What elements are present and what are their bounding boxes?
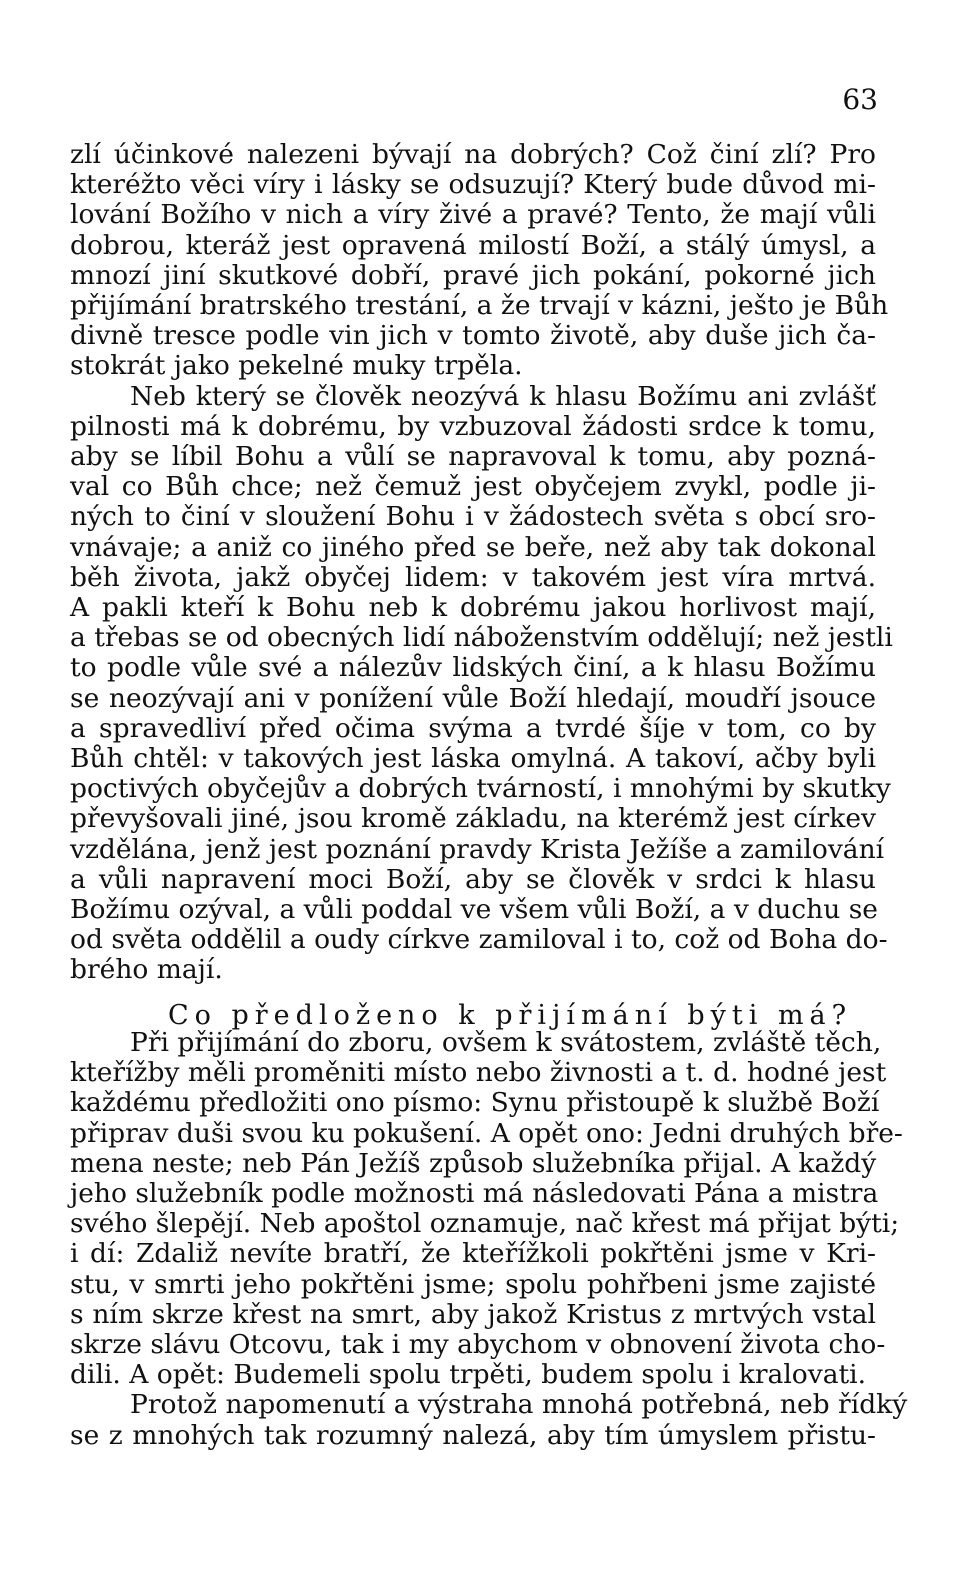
paragraph-2 bbox=[70, 380, 893, 986]
text-line: mnozí jiní skutkové dobří, pravé jich pokání, pokorné jich bbox=[70, 259, 876, 291]
text-line: zlí účinkové nalezeni bývají na dobrých? Což činí zlí? Pro bbox=[70, 139, 876, 170]
page-number: 63 bbox=[842, 83, 878, 116]
text-line: mena neste; neb Pán Ježíš způsob služebníka přijal. A každý bbox=[70, 1147, 877, 1179]
text-line: aby se líbil Bohu a vůlí se napravoval k tomu, aby pozná- bbox=[70, 441, 876, 473]
text-line: Protož napomenutí a výstraha mnohá potřebná, neb řídký bbox=[130, 1389, 908, 1421]
section-heading: Co předloženo k přijímání býti má? bbox=[168, 1000, 853, 1031]
text-line: a spravedliví před očima svýma a tvrdé šíje v tom, co by bbox=[70, 712, 876, 744]
text-line: kteřížby měli proměniti místo nebo živnosti a t. d. hodné jest bbox=[70, 1057, 887, 1089]
text-line: Neb který se člověk neozývá k hlasu Božímu ani zvlášť bbox=[130, 380, 876, 412]
text-line: jeho služebník podle možnosti má následovati Pána a mistra bbox=[70, 1178, 879, 1210]
text-line: Při přijímání do zboru, ovšem k svátostem, zvláště těch, bbox=[130, 1027, 882, 1058]
text-line: skrze slávu Otcovu, tak i my abychom v obnovení života cho- bbox=[70, 1329, 886, 1361]
text-line: lování Božího v nich a víry živé a pravé? Tento, že mají vůli bbox=[70, 199, 876, 231]
body-text-section-2 bbox=[70, 1027, 908, 1451]
text-line: to podle vůle své a nálezův lidských činí, a k hlasu Božímu bbox=[70, 652, 876, 684]
text-line: kteréžto věci víry i lásky se odsuzují? Který bude důvod mi- bbox=[70, 169, 876, 201]
text-line: vnávaje; a aniž co jiného před se beře, než aby tak dokonal bbox=[70, 531, 876, 563]
text-line: od světa oddělil a oudy církve zamiloval i to, což od Boha do- bbox=[70, 924, 888, 956]
text-line: brého mají. bbox=[70, 954, 223, 986]
text-line: divně tresce podle vin jich v tomto životě, aby duše jich ča- bbox=[70, 320, 876, 352]
text-line: dobrou, kteráž jest opravená milostí Boží, a stálý úmysl, a bbox=[70, 229, 876, 261]
text-line: Bůh chtěl: v takových jest láska omylná. A takoví, ačby byli bbox=[70, 743, 876, 775]
text-line: každému předložiti ono písmo: Synu přistoupě k službě Boží bbox=[70, 1087, 880, 1119]
text-line: pilnosti má k dobrému, by vzbuzoval žádosti srdce k tomu, bbox=[70, 410, 876, 442]
text-line: připrav duši svou ku pokušení. A opět ono: Jedni druhých bře- bbox=[70, 1117, 903, 1149]
text-line: A pakli kteří k Bohu neb k dobrému jakou horlivost mají, bbox=[70, 592, 876, 624]
paragraph-1 bbox=[70, 139, 889, 382]
text-line: a třebas se od obecných lidí náboženstvím oddělují; než jestli bbox=[70, 622, 893, 654]
body-text-section-1 bbox=[70, 139, 893, 986]
text-line: ných to činí v sloužení Bohu i v žádostech světa s obcí sro- bbox=[70, 501, 876, 533]
text-line: stokrát jako pekelné muky trpěla. bbox=[70, 350, 523, 382]
text-line: svého šlepějí. Neb apoštol oznamuje, nač křest má přijat býti; bbox=[70, 1208, 900, 1240]
text-line: i dí: Zdaliž nevíte bratří, že kteřížkoli pokřtěni jsme v Kri- bbox=[70, 1238, 876, 1270]
paragraph-4 bbox=[70, 1389, 908, 1451]
text-line: Božímu ozýval, a vůli poddal ve všem vůli Boží, a v duchu se bbox=[70, 894, 878, 926]
text-line: val co Bůh chce; než čemuž jest obyčejem zvykl, podle ji- bbox=[70, 471, 876, 503]
text-line: dili. A opět: Budemeli spolu trpěti, budem spolu i kralovati. bbox=[70, 1359, 867, 1391]
text-line: poctivých obyčejův a dobrých tvárností, i mnohými by skutky bbox=[70, 773, 891, 805]
paragraph-3 bbox=[70, 1027, 903, 1391]
text-line: a vůli napravení moci Boží, aby se člověk v srdci k hlasu bbox=[70, 863, 876, 895]
text-line: stu, v smrti jeho pokřtěni jsme; spolu pohřbeni jsme zajisté bbox=[70, 1268, 876, 1300]
text-line: běh života, jakž obyčej lidem: v takovém jest víra mrtvá. bbox=[70, 561, 876, 593]
text-line: převyšovali jiné, jsou kromě základu, na kterémž jest církev bbox=[70, 803, 876, 835]
text-line: se neozývají ani v ponížení vůle Boží hledají, moudří jsouce bbox=[70, 682, 876, 714]
text-line: se z mnohých tak rozumný nalezá, aby tím úmyslem přistu- bbox=[70, 1419, 876, 1451]
text-line: přijímání bratrského trestání, a že trvají v kázni, ješto je Bůh bbox=[70, 290, 889, 322]
text-line: s ním skrze křest na smrt, aby jakož Kristus z mrtvých vstal bbox=[70, 1298, 876, 1330]
text-line: vzdělána, jenž jest poznání pravdy Krista Ježíše a zamilování bbox=[70, 833, 885, 865]
